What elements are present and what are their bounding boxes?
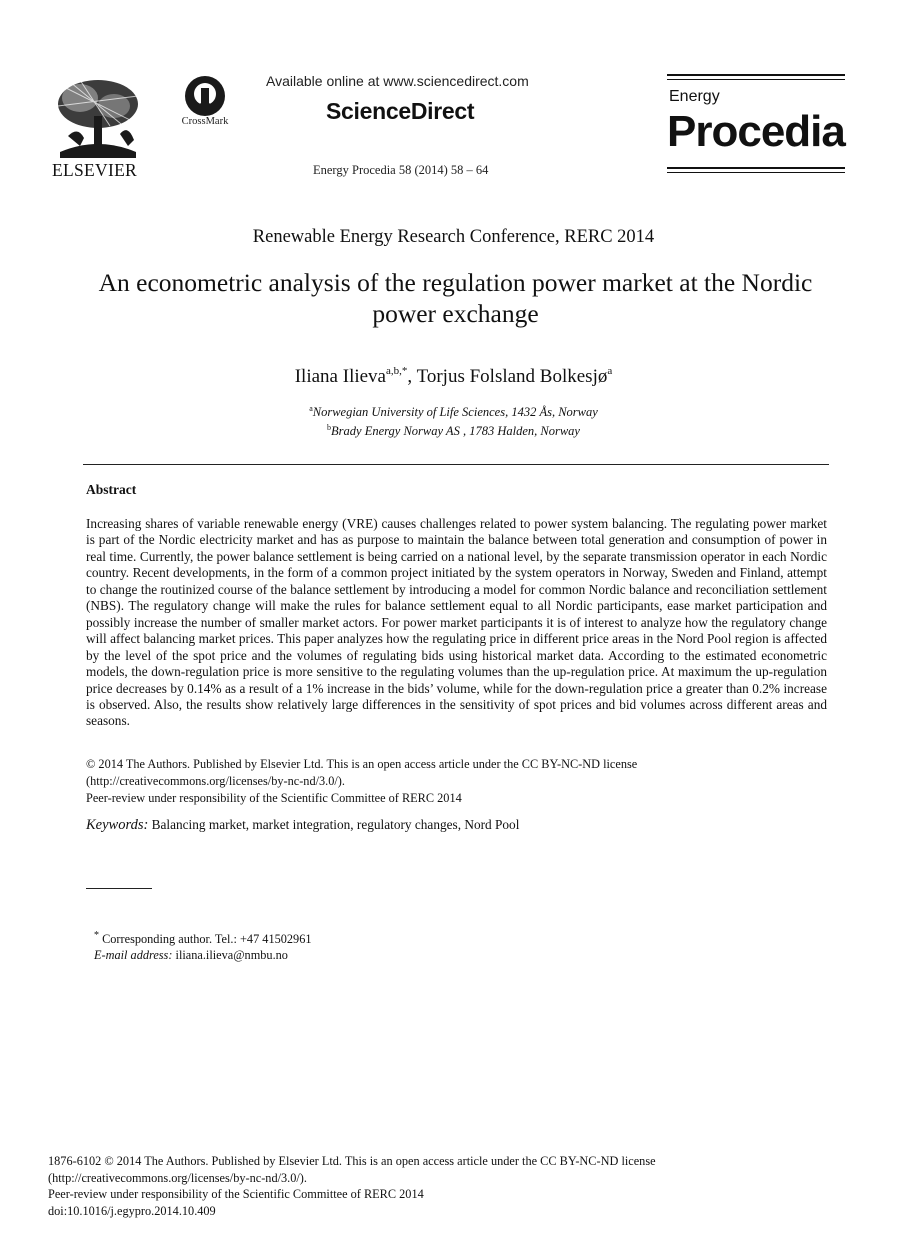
sciencedirect-wordmark[interactable]: ScienceDirect — [326, 98, 475, 124]
email-label: E-mail address: — [94, 947, 173, 962]
elsevier-tree-icon — [50, 76, 146, 158]
copyright-notice — [86, 756, 827, 806]
affiliation-list — [0, 401, 907, 439]
crossmark-badge[interactable] — [174, 74, 236, 134]
affiliation-text: Brady Energy Norway AS , 1783 Halden, Norway — [331, 424, 580, 438]
footnote-marker: * — [94, 930, 99, 941]
journal-brand — [667, 74, 847, 180]
elsevier-logo — [50, 76, 146, 180]
keywords — [86, 817, 519, 834]
issn-copyright-line: 1876-6102 © 2014 The Authors. Published by Elsevier Ltd. This is an open access article under the CC BY-NC-ND license — [48, 1154, 656, 1168]
footnote-email — [94, 948, 312, 964]
affiliation-marker: b — [327, 423, 332, 432]
paper-title: An econometric analysis of the regulation power market at the Nordic power exchange — [98, 268, 813, 328]
peer-review-line: Peer-review under responsibility of the Scientific Committee of RERC 2014 — [86, 790, 462, 805]
keywords-label: Keywords: — [86, 817, 149, 833]
author-name: Iliana Ilieva — [294, 366, 386, 387]
footnote-corresponding — [94, 928, 312, 948]
brand-energy-label: Energy — [669, 88, 720, 105]
abstract-heading: Abstract — [86, 482, 137, 497]
license-link[interactable]: (http://creativecommons.org/licenses/by-nc-nd/3.0/). — [86, 773, 345, 788]
author-affiliation-marker: a — [607, 365, 613, 377]
page-footer — [48, 1153, 808, 1219]
abstract-body: Increasing shares of variable renewable energy (VRE) causes challenges related to power system balancing. The regulating power market is part of the Nordic electricity market and has as purpose to maintain the balance between total generation and consumption of power in real time. Currently, the power balance settlement is being carried on a national level, by the separate transmission operator in each Nordic country. Recent developments, in the form of a common project initiated by the system operators in Norway, Sweden and Finland, attempt to change the routinized course of the balance settlement by introducing a model for common Nordic balance and reconciliation settlement (NBS). The regulatory change will make the rules for balance settlement equal to all Nordic participants, ease market participation and possibly increase the number of smaller market actors. For power market participants it is of interest to analyze how the regulatory change will affect balancing market prices. This paper analyzes how the regulating price in different price areas in the Nord Pool region is affected by the level of the spot price and the volumes of regulating bids using historical market data. According to the estimated econometric models, the down-regulation price is more sensitive to the regulating volumes than the up-regulation price. At maximum the up-regulation price decreases by 0.14% as a result of a 1% increase in the bids’ volume, while for the down-regulation price a greater than 0.2% increase is observed. Also, the results show relatively large differences in the sensitivity of spot prices and bid volumes across different areas and seasons. — [86, 516, 827, 729]
journal-reference: Energy Procedia 58 (2014) 58 – 64 — [313, 163, 489, 177]
footer-license-link[interactable]: (http://creativecommons.org/licenses/by-nc-nd/3.0/). — [48, 1170, 307, 1185]
section-divider — [83, 464, 829, 465]
affiliation-text: Norwegian University of Life Sciences, 1432 Ås, Norway — [312, 405, 598, 419]
email-value[interactable]: iliana.ilieva@nmbu.no — [172, 947, 288, 962]
brand-rule — [667, 172, 845, 173]
brand-rule — [667, 74, 845, 76]
corresponding-author-footnote — [94, 928, 312, 963]
crossmark-icon — [183, 74, 227, 118]
affiliation-item — [0, 401, 907, 420]
elsevier-wordmark: ELSEVIER — [52, 160, 138, 180]
crossmark-label: CrossMark — [181, 116, 229, 127]
copyright-line: © 2014 The Authors. Published by Elsevier Ltd. This is an open access article under the CC BY-NC-ND license — [86, 757, 638, 771]
author-affiliation-marker: a,b,* — [386, 365, 408, 377]
footnote-divider — [86, 888, 152, 889]
doi-line[interactable]: doi:10.1016/j.egypro.2014.10.409 — [48, 1203, 216, 1218]
author-separator: , — [407, 366, 417, 387]
author-list — [0, 365, 907, 388]
affiliation-item — [0, 420, 907, 439]
conference-name: Renewable Energy Research Conference, RERC 2014 — [252, 227, 655, 247]
brand-rule — [667, 167, 845, 169]
keywords-text: Balancing market, market integration, regulatory changes, Nord Pool — [148, 817, 520, 832]
author-name: Torjus Folsland Bolkesjø — [416, 366, 608, 387]
footer-peer-review: Peer-review under responsibility of the Scientific Committee of RERC 2014 — [48, 1187, 424, 1201]
availability-line[interactable]: Available online at www.sciencedirect.com — [266, 73, 529, 89]
brand-procedia-label: Procedia — [667, 107, 845, 156]
affiliation-marker: a — [309, 404, 313, 413]
footnote-phone: Corresponding author. Tel.: +47 41502961 — [99, 932, 312, 946]
brand-rule — [667, 79, 845, 80]
